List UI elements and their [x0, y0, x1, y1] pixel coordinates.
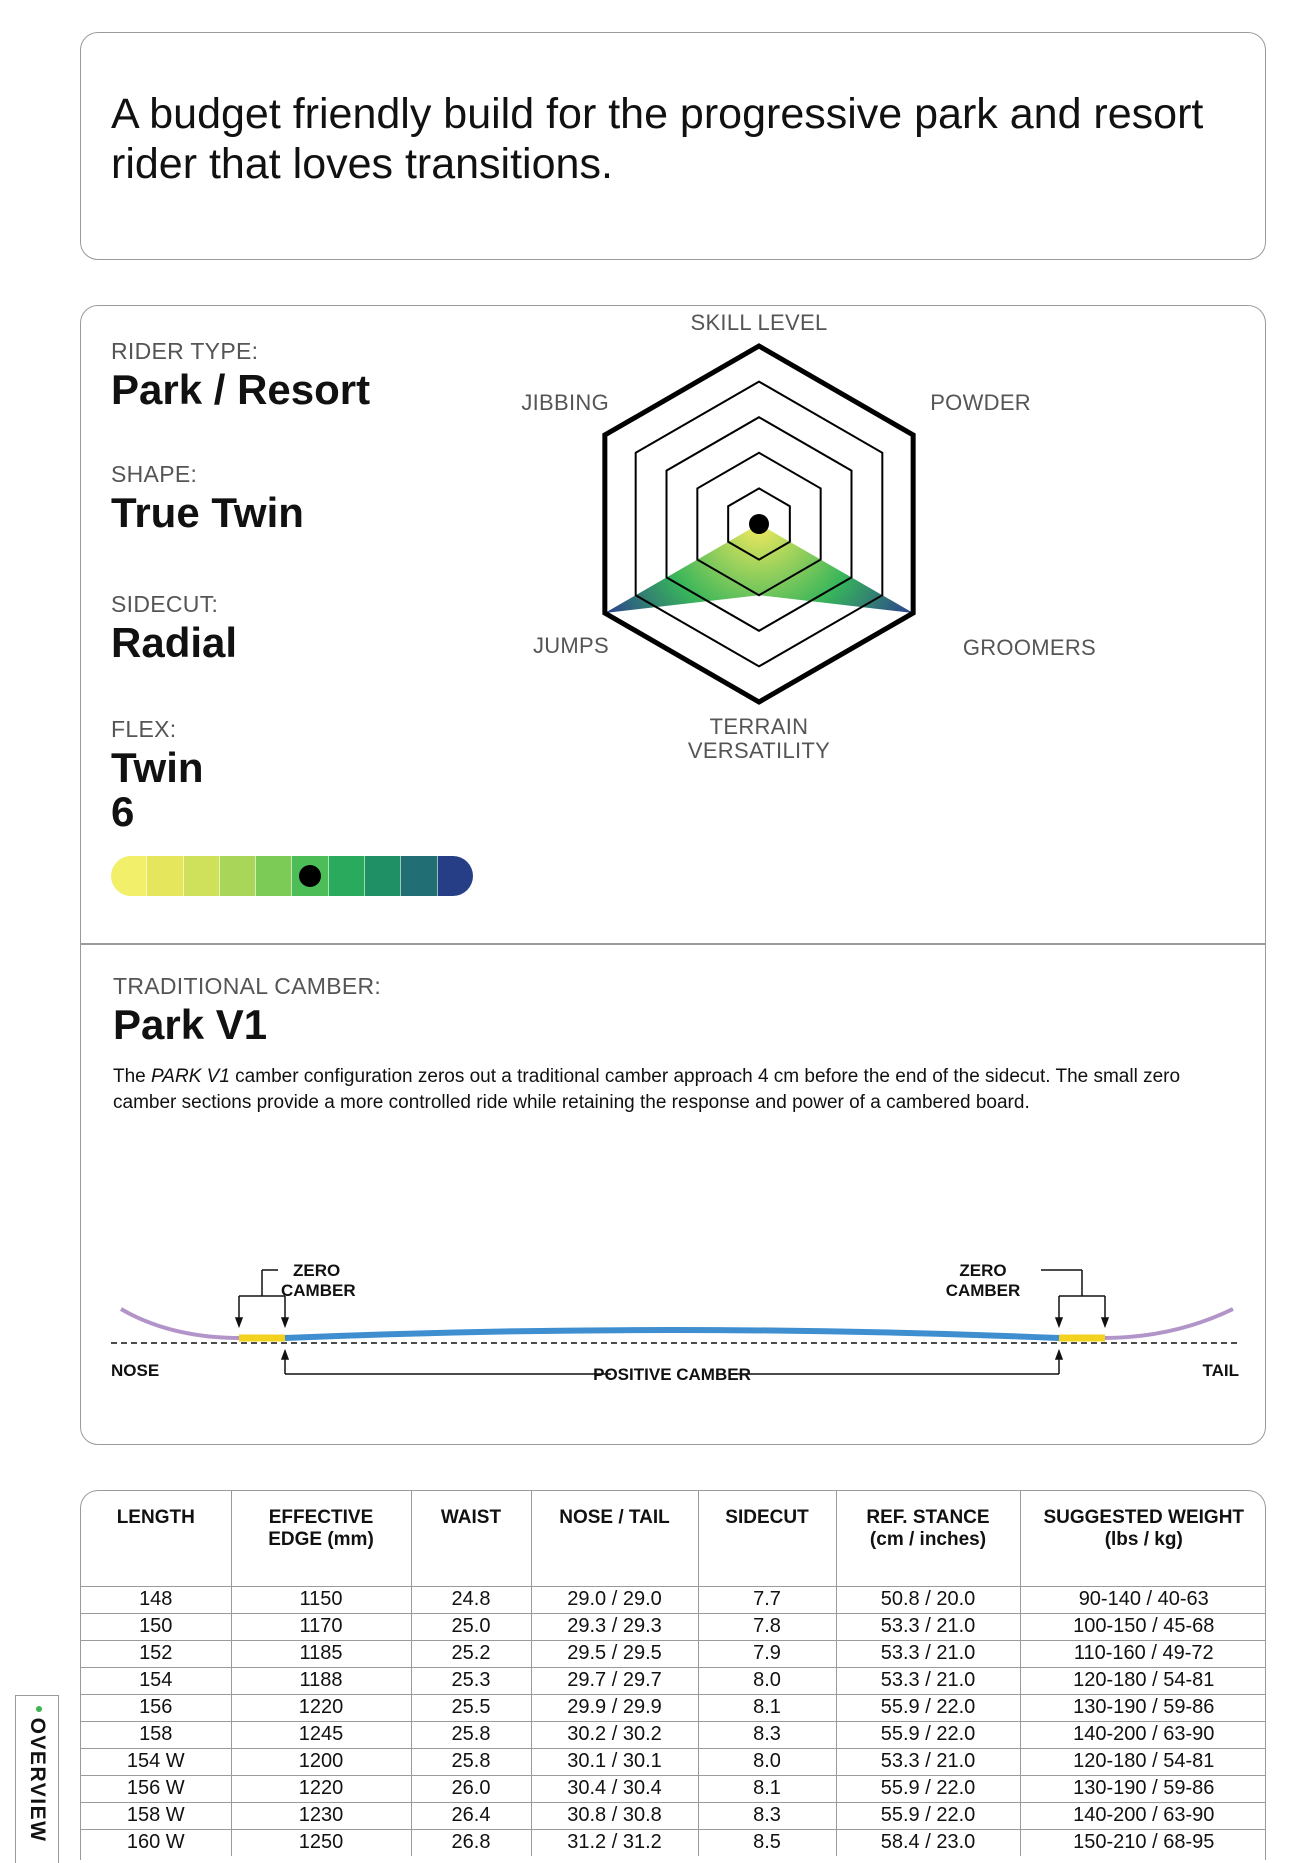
overview-tab-label: OVERVIEW: [26, 1717, 49, 1842]
tail-zero-label-1: ZERO: [959, 1261, 1007, 1280]
table-cell: 29.9 / 29.9: [531, 1694, 698, 1721]
table-cell: 152: [81, 1640, 231, 1667]
table-cell: 25.8: [411, 1748, 531, 1775]
table-cell: 30.2 / 30.2: [531, 1721, 698, 1748]
size-spec-table: [80, 1490, 1266, 1860]
table-cell: 26.8: [411, 1829, 531, 1856]
spec-card: [80, 305, 1266, 1445]
table-cell: 1150: [231, 1586, 411, 1613]
table-cell: 29.7 / 29.7: [531, 1667, 698, 1694]
column-header: EFFECTIVE EDGE (mm): [231, 1491, 411, 1586]
axis-label-jibbing: JIBBING: [521, 390, 609, 415]
table-cell: 140-200 / 63-90: [1020, 1802, 1266, 1829]
table-cell: 53.3 / 21.0: [836, 1640, 1020, 1667]
column-header: LENGTH: [81, 1491, 231, 1586]
table-cell: 25.0: [411, 1613, 531, 1640]
table-cell: 1200: [231, 1748, 411, 1775]
shape-label: SHAPE:: [111, 461, 198, 487]
sidecut-label: SIDECUT:: [111, 591, 219, 617]
table-row: [81, 1802, 1266, 1829]
table-cell: 1188: [231, 1667, 411, 1694]
flex-number: 6: [111, 788, 135, 835]
table-cell: 160 W: [81, 1829, 231, 1856]
intro-card: [80, 32, 1266, 260]
tail-rocker-line: [1103, 1309, 1233, 1338]
nose-rocker-line: [121, 1309, 241, 1338]
axis-label-groomers: GROOMERS: [962, 635, 1096, 660]
tail-label: TAIL: [1202, 1361, 1239, 1380]
table-header-row: [81, 1491, 1266, 1586]
tail-zero-label-2: CAMBER: [945, 1281, 1021, 1300]
nose-label: NOSE: [111, 1361, 160, 1380]
table-cell: 1220: [231, 1775, 411, 1802]
flex-label: FLEX:: [111, 716, 177, 742]
table-cell: 7.8: [698, 1613, 836, 1640]
table-cell: 30.1 / 30.1: [531, 1748, 698, 1775]
positive-camber-line: [285, 1330, 1059, 1338]
table-cell: 140-200 / 63-90: [1020, 1721, 1266, 1748]
rider-type-label: RIDER TYPE:: [111, 338, 259, 364]
table-cell: 1185: [231, 1640, 411, 1667]
table-cell: 53.3 / 21.0: [836, 1613, 1020, 1640]
table-cell: 8.5: [698, 1829, 836, 1856]
table-cell: 130-190 / 59-86: [1020, 1694, 1266, 1721]
table-cell: 130-190 / 59-86: [1020, 1775, 1266, 1802]
table-cell: 154: [81, 1667, 231, 1694]
sidecut-value: Radial: [111, 619, 238, 666]
table-row: [81, 1586, 1266, 1613]
table-cell: 7.9: [698, 1640, 836, 1667]
table-cell: 30.4 / 30.4: [531, 1775, 698, 1802]
overview-side-tab[interactable]: [15, 1695, 59, 1863]
table-cell: 150-210 / 68-95: [1020, 1829, 1266, 1856]
column-header: NOSE / TAIL: [531, 1491, 698, 1586]
table-cell: 90-140 / 40-63: [1020, 1586, 1266, 1613]
table-cell: 29.3 / 29.3: [531, 1613, 698, 1640]
axis-label-terrain: TERRAIN: [709, 714, 809, 739]
nose-zero-label-2: CAMBER: [281, 1281, 356, 1300]
axis-label-jumps: JUMPS: [532, 633, 609, 658]
table-cell: 8.3: [698, 1802, 836, 1829]
camber-profile-diagram: [81, 306, 1267, 1446]
table-row: [81, 1721, 1266, 1748]
table-cell: 25.5: [411, 1694, 531, 1721]
table-cell: 24.8: [411, 1586, 531, 1613]
table-cell: 8.0: [698, 1667, 836, 1694]
column-header: WAIST: [411, 1491, 531, 1586]
table-cell: 26.4: [411, 1802, 531, 1829]
table-cell: 120-180 / 54-81: [1020, 1748, 1266, 1775]
table-cell: 7.7: [698, 1586, 836, 1613]
table-cell: 50.8 / 20.0: [836, 1586, 1020, 1613]
table-cell: 8.0: [698, 1748, 836, 1775]
table-cell: 30.8 / 30.8: [531, 1802, 698, 1829]
table-cell: 55.9 / 22.0: [836, 1694, 1020, 1721]
table-cell: 29.5 / 29.5: [531, 1640, 698, 1667]
table-row: [81, 1640, 1266, 1667]
table-cell: 8.3: [698, 1721, 836, 1748]
axis-label-powder: POWDER: [930, 390, 1031, 415]
table-cell: 25.8: [411, 1721, 531, 1748]
table-row: [81, 1694, 1266, 1721]
table-cell: 55.9 / 22.0: [836, 1775, 1020, 1802]
table-cell: 1220: [231, 1694, 411, 1721]
table-row: [81, 1748, 1266, 1775]
column-header: REF. STANCE (cm / inches): [836, 1491, 1020, 1586]
flex-value: Twin: [111, 744, 204, 791]
table-cell: 25.2: [411, 1640, 531, 1667]
table-cell: 158 W: [81, 1802, 231, 1829]
table-cell: 1230: [231, 1802, 411, 1829]
nose-zero-label-1: ZERO: [293, 1261, 341, 1280]
axis-label-versatility: VERSATILITY: [687, 738, 831, 763]
table-cell: 1250: [231, 1829, 411, 1856]
axis-label-skill-level: SKILL LEVEL: [690, 310, 828, 335]
camber-desc-name: PARK V1: [151, 1066, 230, 1087]
table-cell: 120-180 / 54-81: [1020, 1667, 1266, 1694]
column-header: SIDECUT: [698, 1491, 836, 1586]
table-cell: 31.2 / 31.2: [531, 1829, 698, 1856]
table-cell: 156 W: [81, 1775, 231, 1802]
table-cell: 158: [81, 1721, 231, 1748]
table-row: [81, 1667, 1266, 1694]
table-cell: 148: [81, 1586, 231, 1613]
table-cell: 1245: [231, 1721, 411, 1748]
column-header: SUGGESTED WEIGHT (lbs / kg): [1043, 1507, 1245, 1550]
table-cell: 26.0: [411, 1775, 531, 1802]
table-cell: 55.9 / 22.0: [836, 1721, 1020, 1748]
table-row: [81, 1829, 1266, 1856]
table-cell: 29.0 / 29.0: [531, 1586, 698, 1613]
table-cell: 8.1: [698, 1775, 836, 1802]
table-cell: 58.4 / 23.0: [836, 1829, 1020, 1856]
table-cell: 53.3 / 21.0: [836, 1748, 1020, 1775]
camber-type-label: TRADITIONAL CAMBER:: [113, 973, 382, 999]
table-cell: 110-160 / 49-72: [1020, 1640, 1266, 1667]
active-indicator-dot: [36, 1706, 42, 1712]
tagline: A budget friendly build for the progressive park and resort rider that loves transitions.: [111, 90, 1204, 188]
camber-profile-name: Park V1: [113, 1001, 268, 1048]
table-cell: 100-150 / 45-68: [1020, 1613, 1266, 1640]
camber-description: The PARK V1 camber configuration zeros out a traditional camber approach 4 cm before the end of the sidecut. The small zero camber sections provide a more controlled ride while retaining the response and power of a cambered board.: [113, 1066, 1181, 1113]
tail-zero-camber-callout: [1041, 1270, 1108, 1326]
rider-type-value: Park / Resort: [111, 366, 371, 413]
table-cell: 8.1: [698, 1694, 836, 1721]
shape-value: True Twin: [111, 489, 304, 536]
table-cell: 55.9 / 22.0: [836, 1802, 1020, 1829]
table-cell: 156: [81, 1694, 231, 1721]
table-cell: 53.3 / 21.0: [836, 1667, 1020, 1694]
table-cell: 1170: [231, 1613, 411, 1640]
table-cell: 25.3: [411, 1667, 531, 1694]
table-cell: 154 W: [81, 1748, 231, 1775]
positive-camber-label: POSITIVE CAMBER: [593, 1365, 751, 1384]
table-row: [81, 1775, 1266, 1802]
table-row: [81, 1613, 1266, 1640]
table-cell: 150: [81, 1613, 231, 1640]
